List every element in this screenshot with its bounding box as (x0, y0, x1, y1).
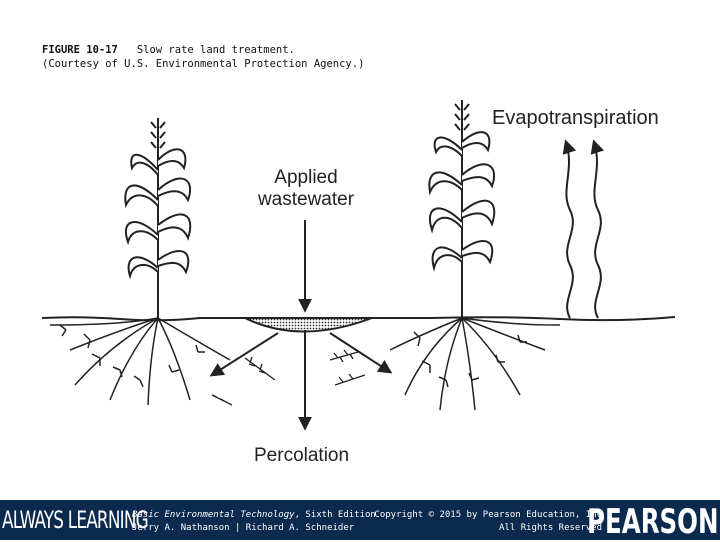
evap-arrow-2 (594, 142, 601, 318)
middle-root-fragments (212, 350, 365, 405)
book-title: Basic Environmental Technology (132, 510, 295, 520)
right-corn-plant (429, 100, 494, 318)
book-info (132, 509, 376, 535)
copyright-text: Copyright © 2015 by Pearson Education, Inc (374, 510, 602, 520)
book-edition: , Sixth Edition (294, 510, 376, 520)
pearson-logo: PEARSON (586, 502, 718, 542)
applied-label-line2: wastewater (257, 189, 355, 210)
applied-label-line1: Applied (274, 167, 338, 188)
always-learning-logo: ALWAYS LEARNING (2, 506, 148, 534)
right-roots (390, 318, 560, 410)
rights-text: All Rights Reserved (499, 523, 602, 533)
figure-credit: (Courtesy of U.S. Environmental Protection Agency.) (42, 58, 365, 70)
seepage-arrow-left (212, 333, 278, 375)
evapotranspiration-label: Evapotranspiration (492, 107, 659, 129)
copyright-info (374, 509, 602, 535)
wastewater-pool (245, 318, 372, 332)
footer-bar (0, 500, 720, 540)
percolation-label: Percolation (254, 445, 350, 466)
figure-title: Slow rate land treatment. (136, 44, 295, 56)
evap-arrow-1 (566, 142, 573, 318)
left-corn-plant (125, 118, 190, 318)
seepage-arrow-right (330, 333, 390, 372)
book-authors: Jerry A. Nathanson | Richard A. Schneider (132, 523, 355, 533)
left-roots (50, 318, 230, 405)
figure-number: FIGURE 10-17 (42, 44, 118, 56)
applied-wastewater-label (256, 167, 356, 211)
